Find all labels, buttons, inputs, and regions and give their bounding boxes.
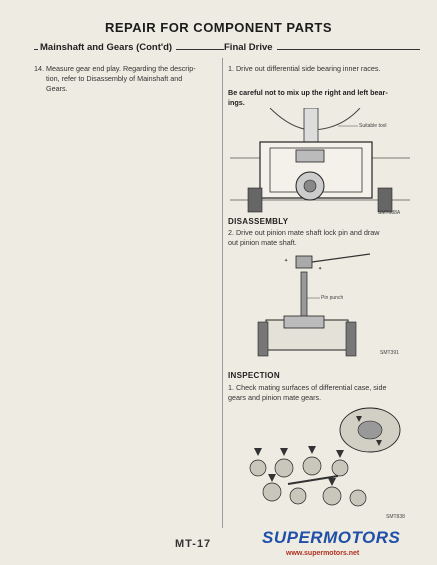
heading-rule [34, 49, 38, 50]
figure-label: Pin punch [321, 295, 344, 301]
svg-text:✦: ✦ [284, 258, 289, 264]
text-line: Measure gear end play. Regarding the descrip- [46, 64, 196, 73]
page-title: REPAIR FOR COMPONENT PARTS [104, 20, 333, 35]
gear-inspection-drawing [238, 404, 416, 522]
figure-code: SMT838 [386, 514, 405, 520]
text-line: ings. [228, 98, 245, 107]
text-line: 1. Drive out differential side bearing inner races. [228, 64, 381, 73]
watermark-logo: SUPERMOTORS [262, 528, 401, 547]
figure-label: Suitable tool [359, 123, 387, 129]
text-line: Be careful not to mix up the right and left bear- [228, 88, 388, 97]
right-section-heading [224, 42, 420, 53]
bearing-removal-drawing [230, 108, 410, 216]
figure-code: SMT088A [378, 210, 401, 216]
heading-rule [176, 49, 224, 50]
svg-text:✦: ✦ [318, 266, 323, 272]
text-line: 1. Check mating surfaces of differential case, side [228, 383, 387, 392]
left-section-heading [34, 42, 224, 53]
text-line: 2. Drive out pinion mate shaft lock pin and draw [228, 228, 380, 237]
step-number: 14. [34, 64, 44, 73]
right-section-heading-text: Final Drive [224, 42, 273, 53]
column-divider [222, 58, 223, 528]
text-line: tion, refer to Disassembly of Mainshaft and [46, 74, 183, 83]
step-2-text [228, 228, 423, 248]
figure-bearing-removal [230, 108, 410, 216]
caution-text [228, 88, 423, 108]
step-1-text [228, 64, 423, 74]
pin-punch-drawing [250, 250, 410, 360]
page-number: MT-17 [175, 538, 212, 550]
text-line: out pinion mate shaft. [228, 238, 297, 247]
step-14-text [46, 64, 218, 94]
watermark-url: www.supermotors.net [286, 550, 360, 557]
figure-gear-inspection [238, 404, 416, 522]
inspection-step-text [228, 383, 423, 403]
text-line: gears and pinion mate gears. [228, 393, 322, 402]
disassembly-heading: DISASSEMBLY [228, 217, 289, 226]
text-line: Gears. [46, 84, 68, 93]
heading-rule [277, 49, 420, 50]
figure-code: SMT391 [380, 350, 399, 356]
figure-pin-punch [250, 250, 410, 360]
inspection-heading: INSPECTION [228, 371, 280, 380]
left-section-heading-text: Mainshaft and Gears (Cont'd) [40, 42, 173, 53]
